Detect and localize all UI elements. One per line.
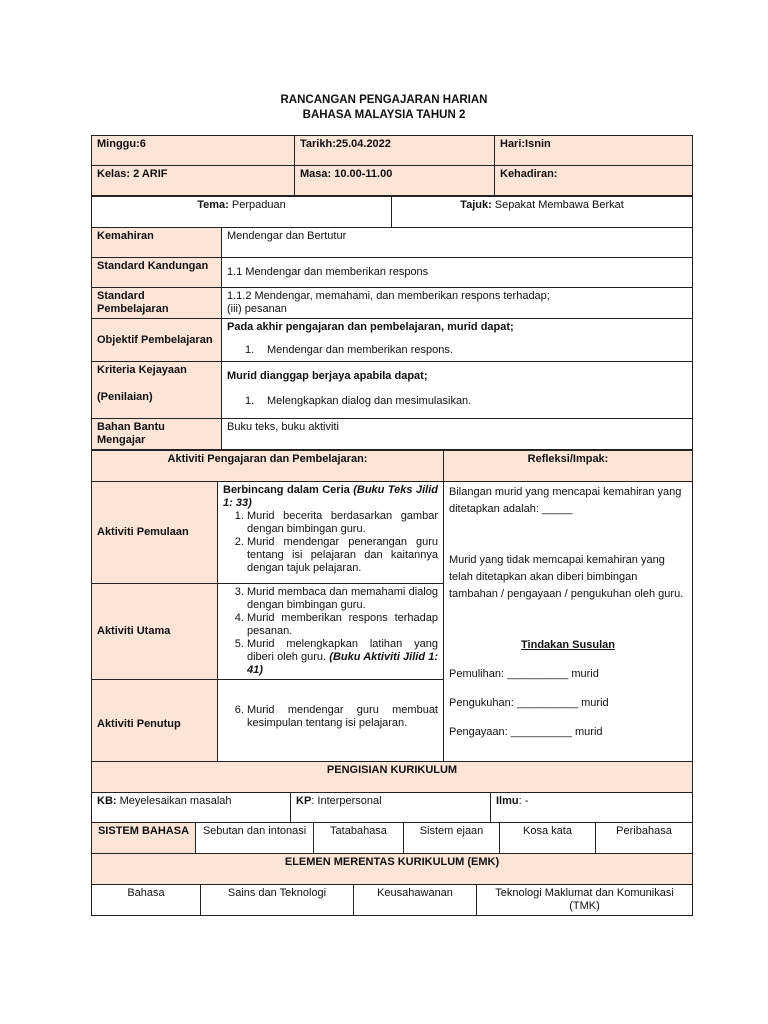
bbm-value: Buku teks, buku aktiviti bbox=[222, 419, 693, 450]
aktiviti-table bbox=[91, 450, 693, 769]
kp-cell bbox=[291, 793, 491, 823]
kemahiran-value: Mendengar dan Bertutur bbox=[222, 228, 693, 258]
hari-cell: Hari:Isnin bbox=[495, 136, 693, 166]
sistem-bahasa-label: SISTEM BAHASA bbox=[92, 823, 196, 854]
pemulaan-item-2: 2. Murid mendengar penerangan guru tentang isi pelajaran dan kaitannya dengan tajuk pelajaran. bbox=[247, 536, 438, 575]
tindakan-susulan-heading: Tindakan Susulan bbox=[521, 639, 615, 651]
objektif-label: Objektif Pembelajaran bbox=[92, 319, 222, 362]
tema-cell bbox=[92, 197, 392, 228]
emk-item-keusahawanan: Keusahawanan bbox=[354, 885, 477, 916]
kehadiran-cell: Kehadiran: bbox=[495, 166, 693, 196]
utama-item-3: 3. Murid membaca dan memahami dialog dengan bimbingan guru. bbox=[247, 586, 438, 612]
sp-line-1: 1.1.2 Mendengar, memahami, dan memberikan respons terhadap; bbox=[227, 290, 550, 302]
objektif-item-text: Mendengar dan memberikan respons. bbox=[267, 344, 453, 356]
pemulaan-heading-ref: (Buku Teks Jilid 1: 33) bbox=[223, 484, 438, 509]
objektif-item bbox=[245, 344, 687, 357]
sp-label: Standard Pembelajaran bbox=[92, 288, 222, 319]
sistem-item-tatabahasa: Tatabahasa bbox=[314, 823, 404, 854]
kb-cell bbox=[92, 793, 291, 823]
pengisian-table bbox=[91, 761, 693, 823]
kriteria-value bbox=[222, 362, 693, 419]
sistem-item-kosa-kata: Kosa kata bbox=[500, 823, 596, 854]
sistem-item-ejaan: Sistem ejaan bbox=[404, 823, 500, 854]
ilmu-label: Ilmu bbox=[496, 795, 519, 807]
pemulaan-item-1: 1. Murid becerita berdasarkan gambar dengan bimbingan guru. bbox=[247, 510, 438, 536]
pengukuhan-line: Pengukuhan: __________ murid bbox=[449, 697, 609, 709]
penutup-list bbox=[223, 704, 438, 730]
utama-item-5-ref: (Buku Aktiviti Jilid 1: 41) bbox=[247, 651, 438, 676]
kriteria-label-1: Kriteria Kejayaan bbox=[97, 364, 187, 376]
tajuk-value: Sepakat Membawa Berkat bbox=[491, 199, 624, 211]
tajuk-cell bbox=[392, 197, 693, 228]
tema-table bbox=[91, 196, 693, 228]
kriteria-item-text: Melengkapkan dialog dan mesimulasikan. bbox=[267, 395, 472, 407]
sk-label: Standard Kandungan bbox=[92, 258, 222, 288]
utama-list bbox=[223, 586, 438, 677]
title-line-2: BAHASA MALAYSIA TAHUN 2 bbox=[302, 109, 466, 121]
utama-content bbox=[218, 584, 444, 680]
emk-item-tmk: Teknologi Maklumat dan Komunikasi (TMK) bbox=[477, 885, 693, 916]
kb-value: Meyelesaikan masalah bbox=[116, 795, 232, 807]
title-line-1: RANCANGAN PENGAJARAN HARIAN bbox=[280, 94, 488, 106]
kemahiran-label: Kemahiran bbox=[92, 228, 222, 258]
emk-table bbox=[91, 853, 693, 916]
pemulaan-list bbox=[223, 510, 438, 575]
tarikh-cell: Tarikh:25.04.2022 bbox=[295, 136, 495, 166]
kriteria-item bbox=[245, 395, 687, 408]
emk-item-bahasa: Bahasa bbox=[92, 885, 201, 916]
refleksi-p2: Murid yang tidak memcapai kemahiran yang telah ditetapkan akan diberi bimbingan tambahan / pengayaan / pengukuhan oleh guru. bbox=[449, 554, 684, 600]
bbm-label: Bahan Bantu Mengajar bbox=[92, 419, 222, 450]
kp-label: KP bbox=[296, 795, 312, 807]
pemulihan-line: Pemulihan: __________ murid bbox=[449, 668, 599, 680]
penutup-item-6: 6. Murid mendengar guru membuat kesimpulan tentang isi pelajaran. bbox=[247, 704, 438, 730]
details-table bbox=[91, 227, 693, 450]
kriteria-label-2: (Penilaian) bbox=[97, 391, 153, 403]
sp-line-2: (iii) pesanan bbox=[227, 303, 287, 315]
ilmu-cell bbox=[491, 793, 693, 823]
pemulaan-content bbox=[218, 482, 444, 584]
tema-label: Tema: bbox=[197, 199, 229, 211]
aktiviti-header: Aktiviti Pengajaran dan Pembelajaran: bbox=[92, 451, 444, 482]
kelas-cell: Kelas: 2 ARIF bbox=[92, 166, 295, 196]
minggu-cell: Minggu:6 bbox=[92, 136, 295, 166]
sistem-item-peribahasa: Peribahasa bbox=[596, 823, 693, 854]
utama-item-4: 4. Murid memberikan respons terhadap pesanan. bbox=[247, 612, 438, 638]
kp-value: : Interpersonal bbox=[311, 795, 382, 807]
sp-value bbox=[222, 288, 693, 319]
refleksi-header: Refleksi/Impak: bbox=[444, 451, 693, 482]
header-table bbox=[91, 135, 693, 196]
refleksi-content bbox=[444, 482, 693, 769]
utama-label: Aktiviti Utama bbox=[92, 584, 218, 680]
kriteria-item-number: 1. bbox=[245, 395, 255, 407]
document-title bbox=[0, 93, 768, 123]
kriteria-intro: Murid dianggap berjaya apabila dapat; bbox=[227, 370, 428, 382]
utama-item-5 bbox=[247, 638, 438, 677]
pemulaan-heading bbox=[223, 484, 438, 510]
tema-value: Perpaduan bbox=[228, 199, 286, 211]
tajuk-label: Tajuk: bbox=[460, 199, 492, 211]
emk-item-sains: Sains dan Teknologi bbox=[201, 885, 354, 916]
ilmu-value: : - bbox=[518, 795, 529, 807]
objektif-value bbox=[222, 319, 693, 362]
pengisian-header: PENGISIAN KURIKULUM bbox=[92, 762, 693, 793]
refleksi-p1: Bilangan murid yang mencapai kemahiran yang ditetapkan adalah: _____ bbox=[449, 486, 682, 515]
objektif-item-number: 1. bbox=[245, 344, 255, 356]
emk-header: ELEMEN MERENTAS KURIKULUM (EMK) bbox=[92, 854, 693, 885]
pemulaan-heading-text: Berbincang dalam Ceria bbox=[223, 484, 354, 496]
penutup-label: Aktiviti Penutup bbox=[92, 680, 218, 769]
utama-item-5-text: Murid melengkapkan latihan yang diberi oleh guru. bbox=[247, 638, 438, 663]
pemulaan-label: Aktiviti Pemulaan bbox=[92, 482, 218, 584]
masa-cell: Masa: 10.00-11.00 bbox=[295, 166, 495, 196]
sistem-item-sebutan: Sebutan dan intonasi bbox=[196, 823, 314, 854]
objektif-intro: Pada akhir pengajaran dan pembelajaran, murid dapat; bbox=[227, 321, 514, 333]
sk-value: 1.1 Mendengar dan memberikan respons bbox=[222, 258, 693, 288]
sistem-bahasa-table bbox=[91, 822, 693, 854]
kriteria-label bbox=[92, 362, 222, 419]
penutup-content bbox=[218, 680, 444, 769]
kb-label: KB: bbox=[97, 795, 117, 807]
pengayaan-line: Pengayaan: __________ murid bbox=[449, 726, 603, 738]
